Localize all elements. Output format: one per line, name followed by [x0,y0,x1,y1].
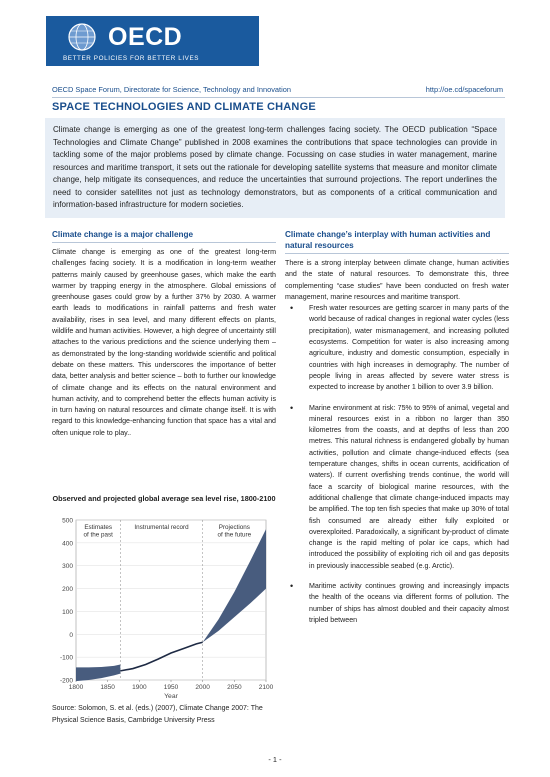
header-url[interactable]: http://oe.cd/spaceforum [425,85,503,94]
case-study-list [285,303,509,626]
list-item: • Fresh water resources are getting scarcer in many parts of the world because of radical changes in regional water cycles (less precipitation), water mismanagement, and increasing polluted ecosystems. Competition for water is also increasing among agriculture, industry and domestic consumption, especially in countries with high increases in demography. The number of people living in areas affected by severe water stress is expected to increase by another 1 billion to over 3.9 billion. [309,303,509,393]
x-tick-label: 2000 [195,684,210,691]
page-number: - 1 - [268,755,282,764]
y-tick-label: 400 [62,540,73,548]
y-tick-label: 500 [62,517,73,525]
logo-tagline: BETTER POLICIES FOR BETTER LIVES [63,55,200,62]
figure-title: Observed and projected global average sea level rise, 1800-2100 [52,494,276,503]
left-body: Climate change is emerging as one of the greatest long-term challenges facing society. It is a modification in long-term weather patterns mainly caused by greenhouse gases, which make the earth warmer by trapping energy in the atmosphere. Global emissions of greenhouse gases could grow by a further 37% by 2030. A warmer earth leads to modifications in rainfall patterns and fresh water availability, rises in sea level, and many different effects on plants, wildlife and human activities. However, a high degree of uncertainty still attaches to the various predictions and the science underlying them – as demonstrated by the long-standing worldwide scientific and political debate on these matters. This underscores the importance of better data, better analysis and better science – both to further our knowledge of climate change and its effects on the natural environment and human activity, and to comprehend better the effects human activity is in turn having on natural resources and climate change itself. It is with regard to this knowledge-enhancing function that space has a vital and often unique role to play.. [52,248,276,437]
y-tick-label: 300 [62,563,73,571]
sea-level-chart [52,516,274,702]
intro-box: Climate change is emerging as one of the greatest long-term challenges facing society. The OECD publication “Space Technologies and Climate Change” published in 2008 examines the contributions that space technologies can provide in tackling some of the major problems posed by climate change. Focussing on case studies in water management, marine resources and maritime transport, it sets out the rationale for developing satellite systems that measure and monitor climate change, help mitigate its consequences, and reduce the uncertainties that surround projections. The report underlines the need to consider satellites not just as technology demonstrators, but as components of a critical communication and information-based infrastructure for modern societies. [45,118,505,218]
y-tick-label: -100 [59,654,73,662]
x-tick-label: 1800 [68,684,84,691]
period-label-future: Projections of the future [217,524,252,539]
y-tick-label: -200 [59,677,73,685]
y-tick-label: 200 [62,586,73,594]
x-tick-label: 2100 [258,684,274,691]
left-heading: Climate change is a major challenge [52,229,276,243]
y-tick-label: 100 [62,608,73,616]
y-tick-label: 0 [69,631,73,639]
x-tick-label: 1850 [100,684,115,691]
x-axis-label: Year [164,693,178,700]
left-column [52,229,276,439]
right-intro: There is a strong interplay between climate change, human activities and the state of natural resources. To demonstrate this, three complementing “case studies” have been conducted on fresh water management, marine resources and maritime transport. [285,259,509,301]
globe-icon [60,22,104,52]
right-column [285,229,509,635]
list-item: • Maritime activity continues growing and increasingly impacts the health of the oceans via different forms of pollution. The number of ships has almost doubled and their capacity almost tripled between [309,581,509,626]
logo-wordmark: OECD [108,23,183,51]
page-title: SPACE TECHNOLOGIES AND CLIMATE CHANGE [52,101,316,113]
x-tick-label: 1950 [163,684,179,691]
period-label-past: Estimates of the past [83,524,113,539]
figure-source: Source: Solomon, S. et al. (eds.) (2007), Climate Change 2007: The Physical Science Basis, Cambridge University Press [52,705,263,724]
x-tick-label: 2050 [227,684,242,691]
x-tick-label: 1900 [132,684,147,691]
period-label-instrumental: Instrumental record [134,524,189,531]
header-forum: OECD Space Forum, Directorate for Science, Technology and Innovation [52,85,291,94]
right-heading: Climate change’s interplay with human activities and natural resources [285,229,509,254]
header-divider [52,97,505,98]
list-item: • Marine environment at risk: 75% to 95% of animal, vegetal and mineral resources exist in a ribbon no larger than 350 kilometres from the coasts, and at depths of less than 200 metres. This natural richness is endangered globally by human activities, pollution and climate change-induced effects (sea temperature changes, shifts in ocean currents, acidification of waters). If current overfishing trends continue, the world will face a scarcity of biological marine resources, with the additional challenge that climate change-induced impacts may be amplified. The top ten fish species that make up 30% of total fish consumed are already either fully exploited or overexploited. Paradoxically, a significant by-product of climate change is the rapid melting of polar ice caps, which had introduced the possibility of exploiting rich oil and gas deposits in previously inaccessible seabed (e.g. Arctic). [309,403,509,572]
